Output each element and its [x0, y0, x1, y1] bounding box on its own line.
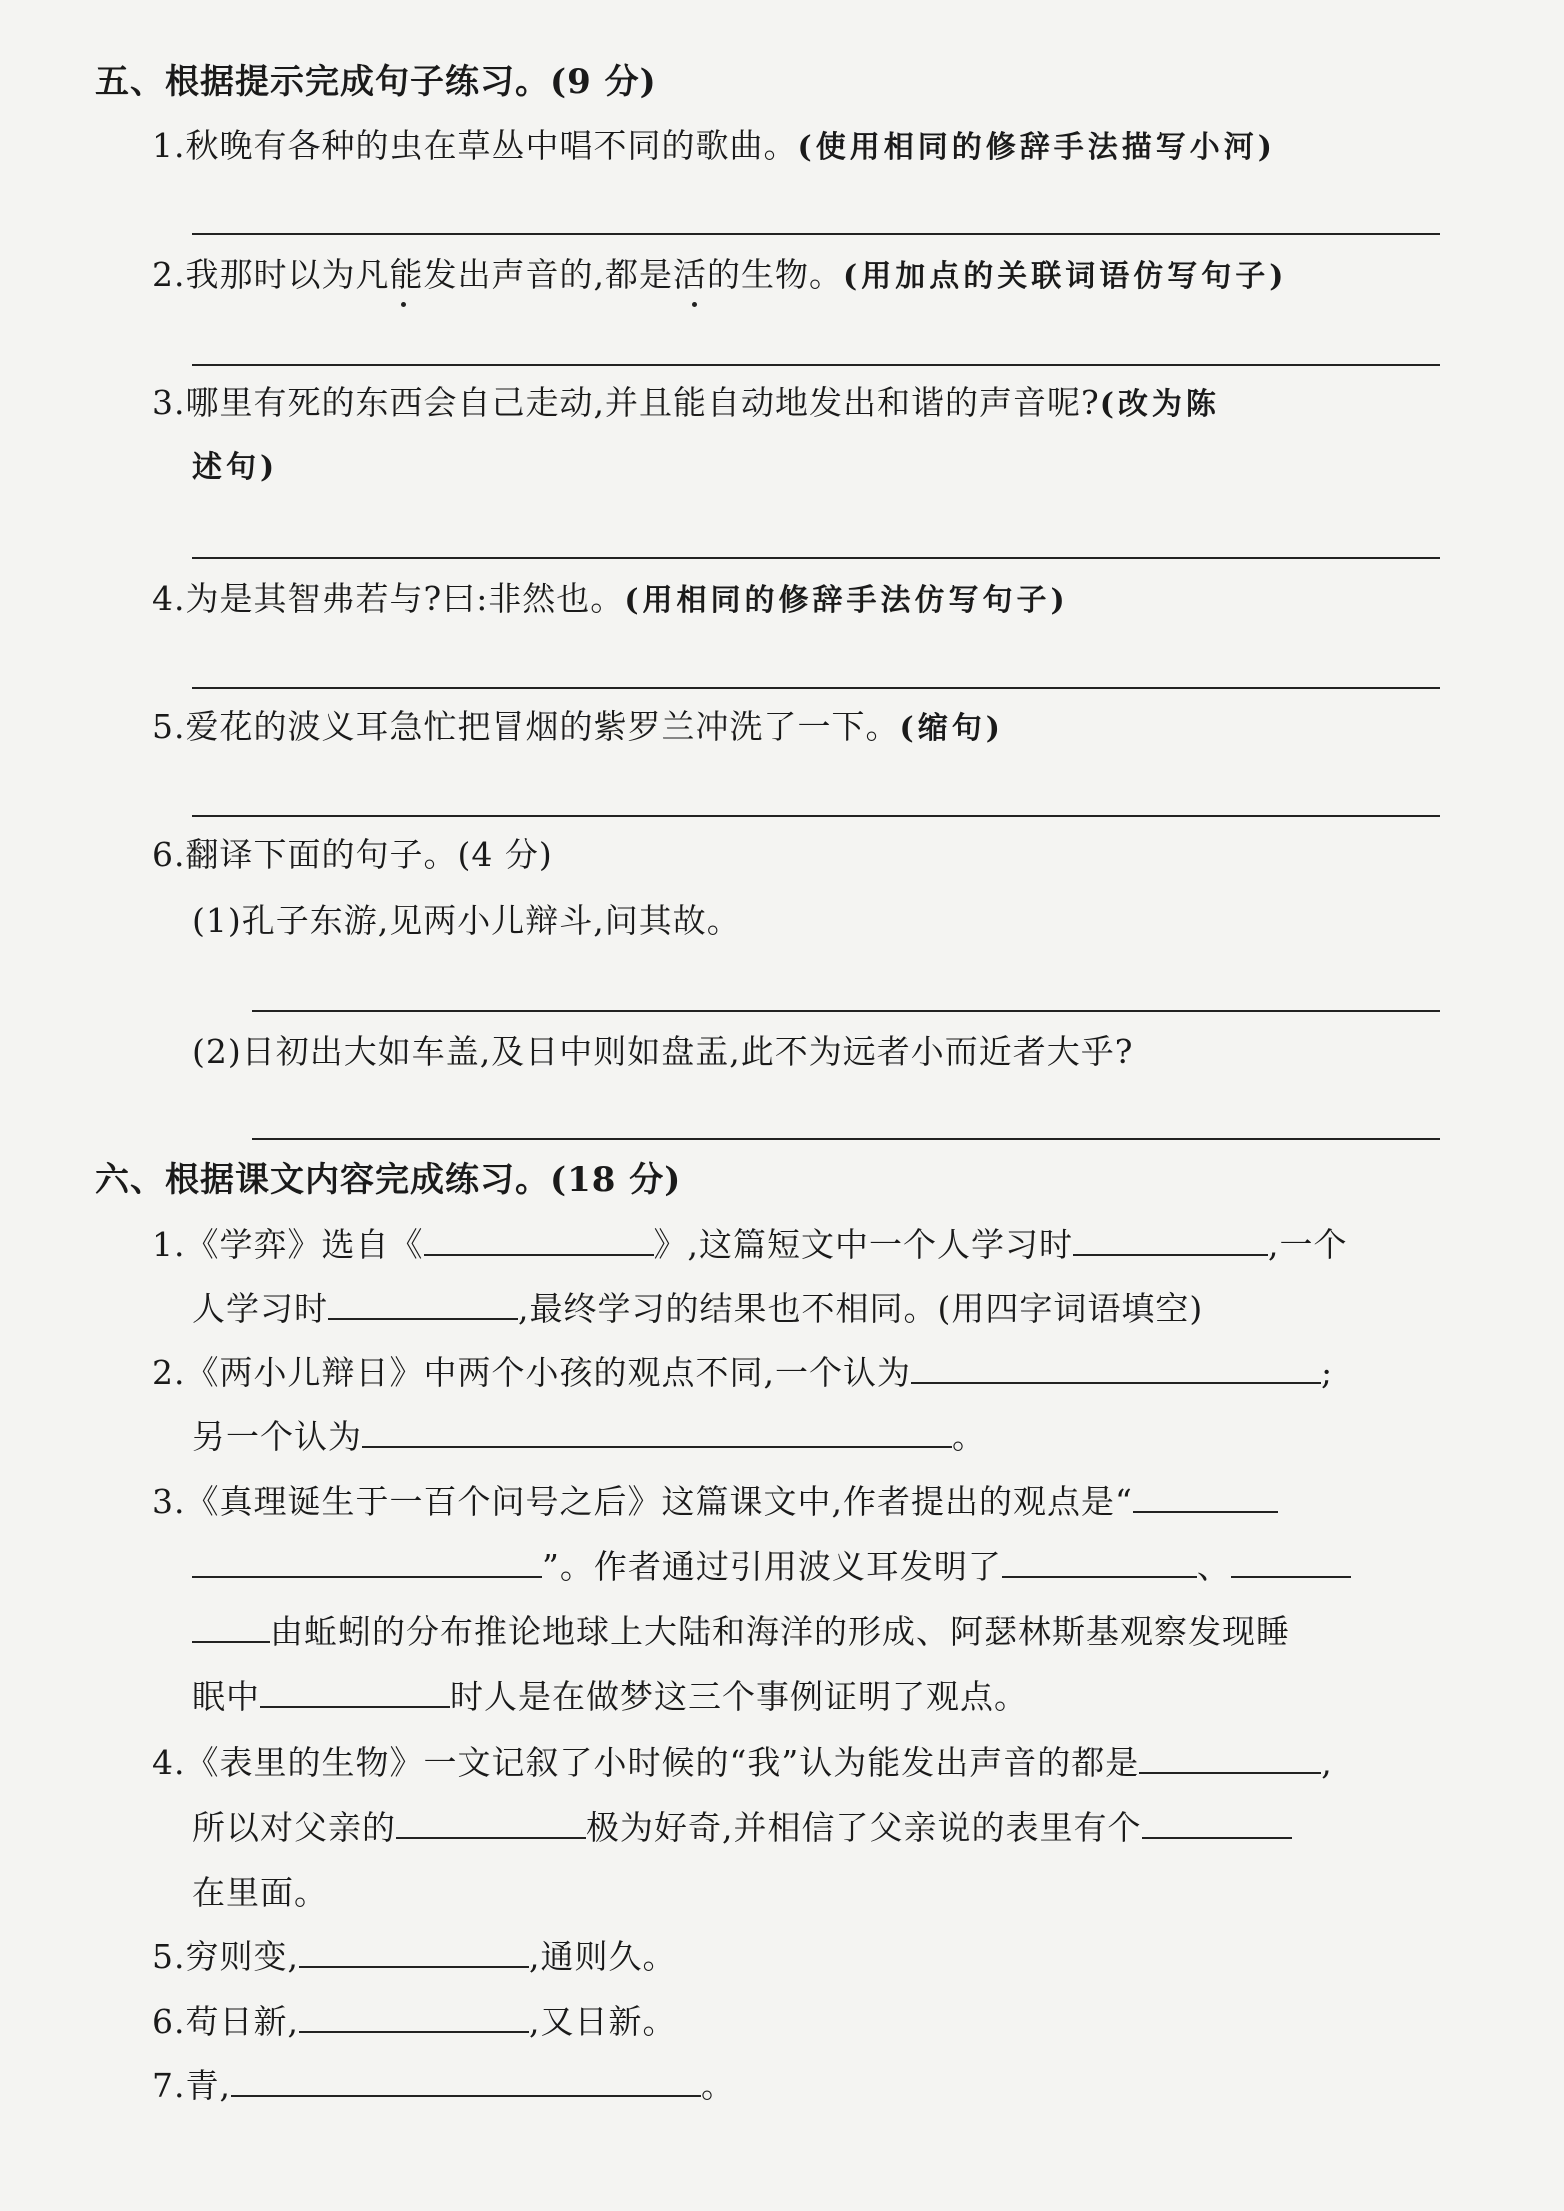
s6-q2-text-d: 。	[952, 1417, 986, 1456]
s6-q5-num: 5.	[152, 1937, 186, 1976]
section6-title: 六、根据课文内容完成练习。(18 分)	[95, 1160, 682, 1200]
s5-q3-num: 3.	[152, 383, 186, 422]
s5-q6-sub1-answer-line[interactable]	[252, 1010, 1440, 1012]
s6-q1-line2	[192, 1287, 1203, 1331]
s6-q6-blank[interactable]	[299, 2001, 529, 2033]
s6-q5-blank[interactable]	[299, 1936, 529, 1968]
s6-q3-blank-invention-b[interactable]	[1231, 1546, 1351, 1578]
s5-q3-answer-line[interactable]	[192, 557, 1440, 559]
s5-q2-hint: (用加点的关联词语仿写句子)	[843, 259, 1288, 294]
s5-q2	[152, 253, 1287, 299]
s6-q2-line1	[152, 1351, 1333, 1395]
s6-q6-num: 6.	[152, 2002, 186, 2041]
s6-q2-blank-second[interactable]	[362, 1416, 952, 1448]
s6-q5-text-a: 穷则变,	[185, 1937, 299, 1976]
s6-q3-text-e: 眠中	[192, 1677, 260, 1716]
s5-q4-text: 为是其智弗若与?曰:非然也。	[185, 579, 625, 618]
s5-q5-num: 5.	[152, 707, 186, 746]
s5-q3-text: 哪里有死的东西会自己走动,并且能自动地发出和谐的声音呢?	[185, 383, 1100, 422]
s6-q6	[152, 2000, 677, 2044]
s5-q3-hint1: (改为陈	[1099, 387, 1220, 422]
s6-q1-blank-second[interactable]	[328, 1288, 518, 1320]
s6-q3-line4	[192, 1675, 1028, 1719]
s5-q6-sub1: (1)孔子东游,见两小儿辩斗,问其故。	[192, 901, 741, 940]
s5-q1-num: 1.	[152, 126, 186, 165]
s5-q4	[152, 577, 1069, 623]
s6-q3-num: 3.	[152, 1482, 186, 1521]
s6-q1-blank-first[interactable]	[1073, 1224, 1268, 1256]
s6-q4-text-c: 所以对父亲的	[192, 1808, 396, 1847]
s6-q3-blank-invention[interactable]	[1002, 1546, 1197, 1578]
s6-q1-text-d: 人学习时	[192, 1289, 328, 1328]
s5-q6-sub2: (2)日初出大如车盖,及日中则如盘盂,此不为远者小而近者大乎?	[192, 1032, 1134, 1071]
s6-q5	[152, 1935, 677, 1979]
s5-q6-sub2-answer-line[interactable]	[252, 1138, 1440, 1140]
s6-q3-text-b: ”。作者通过引用波义耳发明了	[542, 1547, 1002, 1586]
s6-q1-text-a: 《学弈》选自《	[185, 1225, 424, 1264]
s5-q2-num: 2.	[152, 255, 186, 294]
s6-q4-text-b: ,	[1321, 1743, 1333, 1782]
s6-q2-num: 2.	[152, 1353, 186, 1392]
s6-q7-text-b: 。	[701, 2066, 735, 2105]
s6-q4-text-d: 极为好奇,并相信了父亲说的表里有个	[586, 1808, 1142, 1847]
section5-title: 五、根据提示完成句子练习。(9 分)	[95, 62, 657, 102]
s5-q5	[152, 705, 1004, 751]
s6-q2-line2	[192, 1415, 986, 1459]
s6-q7-num: 7.	[152, 2066, 186, 2105]
s6-q7-text-a: 青,	[185, 2066, 231, 2105]
emphasis-dot	[401, 302, 406, 307]
s6-q3-blank-person[interactable]	[192, 1611, 270, 1643]
s5-q6-num: 6.	[152, 835, 186, 874]
s5-q2-text: 我那时以为凡能发出声音的,都是活的生物。	[185, 255, 843, 294]
s6-q5-text-b: ,通则久。	[529, 1937, 677, 1976]
s6-q6-text-b: ,又日新。	[529, 2002, 677, 2041]
s5-q5-answer-line[interactable]	[192, 815, 1440, 817]
s6-q2-blank-first[interactable]	[911, 1352, 1321, 1384]
s6-q3-text-a: 《真理诞生于一百个问号之后》这篇课文中,作者提出的观点是“	[185, 1482, 1133, 1521]
s5-q3	[152, 381, 1220, 427]
s6-q3-text-c: 、	[1196, 1547, 1231, 1586]
s6-q3-blank-viewpoint-b[interactable]	[192, 1546, 542, 1578]
s5-q1	[152, 124, 1276, 170]
s6-q6-text-a: 苟日新,	[185, 2002, 299, 2041]
s6-q4-text-a: 《表里的生物》一文记叙了小时候的“我”认为能发出声音的都是	[185, 1743, 1140, 1782]
s6-q4-line1	[152, 1741, 1333, 1785]
s6-q4-line2	[192, 1806, 1292, 1850]
s6-q1-text-b: 》,这篇短文中一个人学习时	[653, 1225, 1073, 1264]
s6-q4-blank-creature[interactable]	[1142, 1807, 1292, 1839]
s6-q1-num: 1.	[152, 1225, 186, 1264]
s5-q5-hint: (缩句)	[899, 711, 1004, 746]
emphasis-dot	[692, 302, 697, 307]
s6-q2-text-b: ;	[1321, 1353, 1334, 1392]
s5-q4-hint: (用相同的修辞手法仿写句子)	[624, 583, 1069, 618]
s5-q5-text: 爱花的波义耳急忙把冒烟的紫罗兰冲洗了一下。	[185, 707, 900, 746]
s6-q4-line3: 在里面。	[192, 1873, 328, 1912]
s5-q4-num: 4.	[152, 579, 186, 618]
s6-q2-text-c: 另一个认为	[192, 1417, 362, 1456]
s6-q3-text-f: 时人是在做梦这三个事例证明了观点。	[450, 1677, 1028, 1716]
s5-q1-text: 秋晚有各种的虫在草丛中唱不同的歌曲。	[185, 126, 798, 165]
s6-q3-text-d: 由蚯蚓的分布推论地球上大陆和海洋的形成、阿瑟林斯基观察发现睡	[270, 1612, 1290, 1651]
s5-q3-hint2: 述句)	[192, 450, 279, 485]
s6-q4-num: 4.	[152, 1743, 186, 1782]
s5-q6	[152, 833, 553, 877]
s6-q7-blank[interactable]	[231, 2065, 701, 2097]
s6-q1-blank-book[interactable]	[424, 1224, 654, 1256]
s6-q1-text-e: ,最终学习的结果也不相同。(用四字词语填空)	[518, 1289, 1204, 1328]
s6-q3-line1	[152, 1480, 1278, 1524]
s6-q3-blank-viewpoint-a[interactable]	[1133, 1481, 1278, 1513]
s6-q4-blank-living[interactable]	[1139, 1742, 1321, 1774]
s6-q2-text-a: 《两小儿辩日》中两个小孩的观点不同,一个认为	[185, 1353, 911, 1392]
s6-q1-line1	[152, 1223, 1348, 1267]
s5-q1-answer-line[interactable]	[192, 233, 1440, 235]
s5-q1-hint: (使用相同的修辞手法描写小河)	[797, 130, 1276, 165]
s5-q4-answer-line[interactable]	[192, 687, 1440, 689]
s6-q3-blank-dream[interactable]	[260, 1676, 450, 1708]
s6-q4-blank-watch[interactable]	[396, 1807, 586, 1839]
s5-q6-text: 翻译下面的句子。(4 分)	[185, 835, 553, 874]
s5-q2-answer-line[interactable]	[192, 364, 1440, 366]
s6-q1-text-c: ,一个	[1268, 1225, 1348, 1264]
s6-q7	[152, 2064, 735, 2108]
s6-q3-line3	[192, 1610, 1290, 1654]
s6-q3-line2	[192, 1545, 1351, 1589]
